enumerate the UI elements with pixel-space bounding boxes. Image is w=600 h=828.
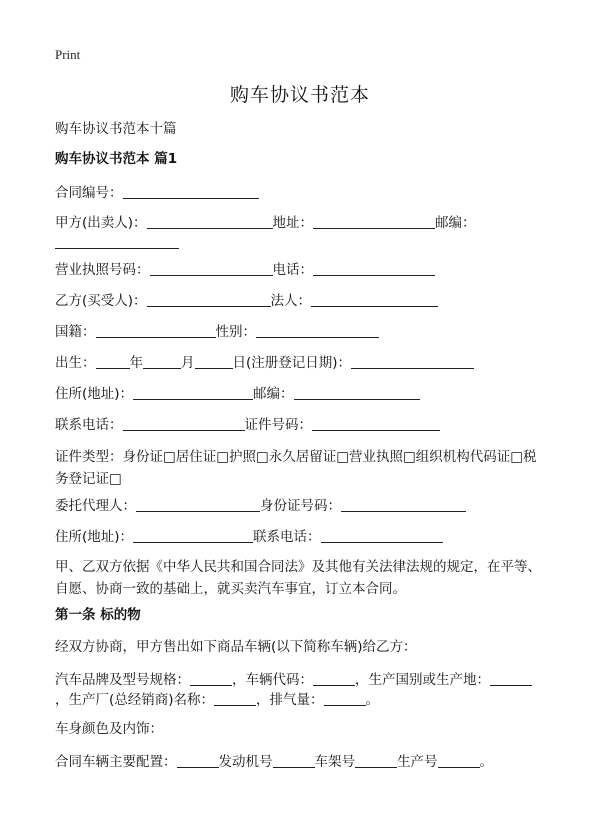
article1-intro: 经双方协商，甲方售出如下商品车辆(以下简称车辆)给乙方： xyxy=(55,639,417,655)
agent-phone-field[interactable] xyxy=(321,527,443,543)
print-link[interactable]: Print xyxy=(55,47,81,62)
main-config-field[interactable] xyxy=(177,752,219,768)
agent-label: 委托代理人： xyxy=(55,498,136,514)
displacement-field[interactable] xyxy=(324,690,366,706)
license-row xyxy=(55,259,550,281)
nationality-field[interactable] xyxy=(96,322,216,338)
id-number-label: 证件号码： xyxy=(244,417,312,433)
frame-no-label: 车架号 xyxy=(314,754,355,770)
legal-person-label: 法人： xyxy=(270,293,312,309)
month-label: 月 xyxy=(181,355,195,371)
displacement-label: ，排气量： xyxy=(256,692,324,708)
birth-year-field[interactable] xyxy=(96,353,130,369)
agent-id-field[interactable] xyxy=(341,496,466,512)
residence-label: 住所(地址)： xyxy=(55,386,134,402)
nationality-label: 国籍： xyxy=(55,324,96,340)
contract-no-row xyxy=(55,182,550,204)
vehicle-code-label: ，车辆代码： xyxy=(232,672,313,688)
business-license-field[interactable] xyxy=(150,260,273,276)
contract-no-field[interactable] xyxy=(123,183,259,199)
section-heading: 购车协议书范本 篇1 xyxy=(55,151,178,167)
postcode-label: 邮编： xyxy=(253,386,294,402)
vehicle-row-1 xyxy=(55,669,550,691)
seller-address-label: 地址： xyxy=(272,215,314,231)
engine-no-field[interactable] xyxy=(273,752,315,768)
brand-model-label: 汽车品牌及型号规格： xyxy=(55,672,190,688)
contact-phone-field[interactable] xyxy=(123,415,245,431)
residence-field[interactable] xyxy=(133,384,253,400)
birth-row xyxy=(55,352,550,374)
period-mark: 。 xyxy=(365,692,380,708)
article1-title: 第一条 标的物 xyxy=(55,607,141,623)
subtitle: 购车协议书范本十篇 xyxy=(55,121,177,137)
seller-row xyxy=(55,212,550,234)
page-title: 购车协议书范本 xyxy=(229,84,370,106)
engine-no-label: 发动机号 xyxy=(218,754,273,770)
frame-no-field[interactable] xyxy=(355,752,397,768)
seller-address-field[interactable] xyxy=(313,213,435,229)
buyer-row xyxy=(55,290,550,312)
contact-row xyxy=(55,414,550,436)
agent-residence-row xyxy=(55,526,550,548)
postcode-field[interactable] xyxy=(294,384,420,400)
id-number-field[interactable] xyxy=(312,415,440,431)
origin-field[interactable] xyxy=(490,670,532,686)
manufacturer-field[interactable] xyxy=(214,690,256,706)
agent-id-label: 身份证号码： xyxy=(260,498,341,514)
seller-label: 甲方(出卖人)： xyxy=(55,215,147,231)
origin-label: ，生产国别或生产地： xyxy=(355,672,490,688)
birth-month-field[interactable] xyxy=(143,353,181,369)
seller-postcode-field[interactable] xyxy=(55,233,179,249)
gender-field[interactable] xyxy=(256,322,379,338)
business-license-label: 营业执照号码： xyxy=(55,262,150,278)
contract-no-label: 合同编号： xyxy=(55,185,123,201)
buyer-name-field[interactable] xyxy=(147,291,271,307)
production-no-field[interactable] xyxy=(438,752,480,768)
agent-phone-label: 联系电话： xyxy=(253,529,321,545)
gender-label: 性别： xyxy=(215,324,256,340)
seller-name-field[interactable] xyxy=(147,213,273,229)
buyer-label: 乙方(买受人)： xyxy=(55,293,147,309)
seller-postcode-label: 邮编： xyxy=(435,215,476,231)
config-row xyxy=(55,751,550,773)
nationality-row xyxy=(55,321,550,343)
config-period-mark: 。 xyxy=(479,754,493,770)
phone-field[interactable] xyxy=(313,260,435,276)
vehicle-row-2 xyxy=(55,689,550,711)
residence-row xyxy=(55,383,550,405)
agent-residence-label: 住所(地址)： xyxy=(55,529,134,545)
production-no-label: 生产号 xyxy=(397,754,438,770)
registration-date-field[interactable] xyxy=(351,353,474,369)
color-trim-label: 车身颜色及内饰： xyxy=(55,721,163,737)
vehicle-code-field[interactable] xyxy=(313,670,355,686)
id-type-text: 证件类型：身份证□居住证□护照□永久居留证□营业执照□组织机构代码证□税务登记证□ xyxy=(55,449,537,487)
preamble-text: 甲、乙双方依据《中华人民共和国合同法》及其他有关法律法规的规定，在平等、自愿、协商一致的基础上，就买卖汽车事宜，订立本合同。 xyxy=(55,559,541,597)
year-label: 年 xyxy=(129,355,143,371)
main-config-label: 合同车辆主要配置： xyxy=(55,754,177,770)
phone-label: 电话： xyxy=(272,262,313,278)
brand-model-field[interactable] xyxy=(190,670,232,686)
day-note-label: 日(注册登记日期)： xyxy=(232,355,352,371)
agent-field[interactable] xyxy=(136,496,260,512)
manufacturer-label: ，生产厂(总经销商)名称： xyxy=(55,692,215,708)
legal-person-field[interactable] xyxy=(311,291,438,307)
birth-label: 出生： xyxy=(55,355,96,371)
birth-day-field[interactable] xyxy=(195,353,233,369)
agent-residence-field[interactable] xyxy=(133,527,253,543)
agent-row xyxy=(55,495,550,517)
contact-phone-label: 联系电话： xyxy=(55,417,123,433)
seller-postcode-row xyxy=(55,232,550,254)
